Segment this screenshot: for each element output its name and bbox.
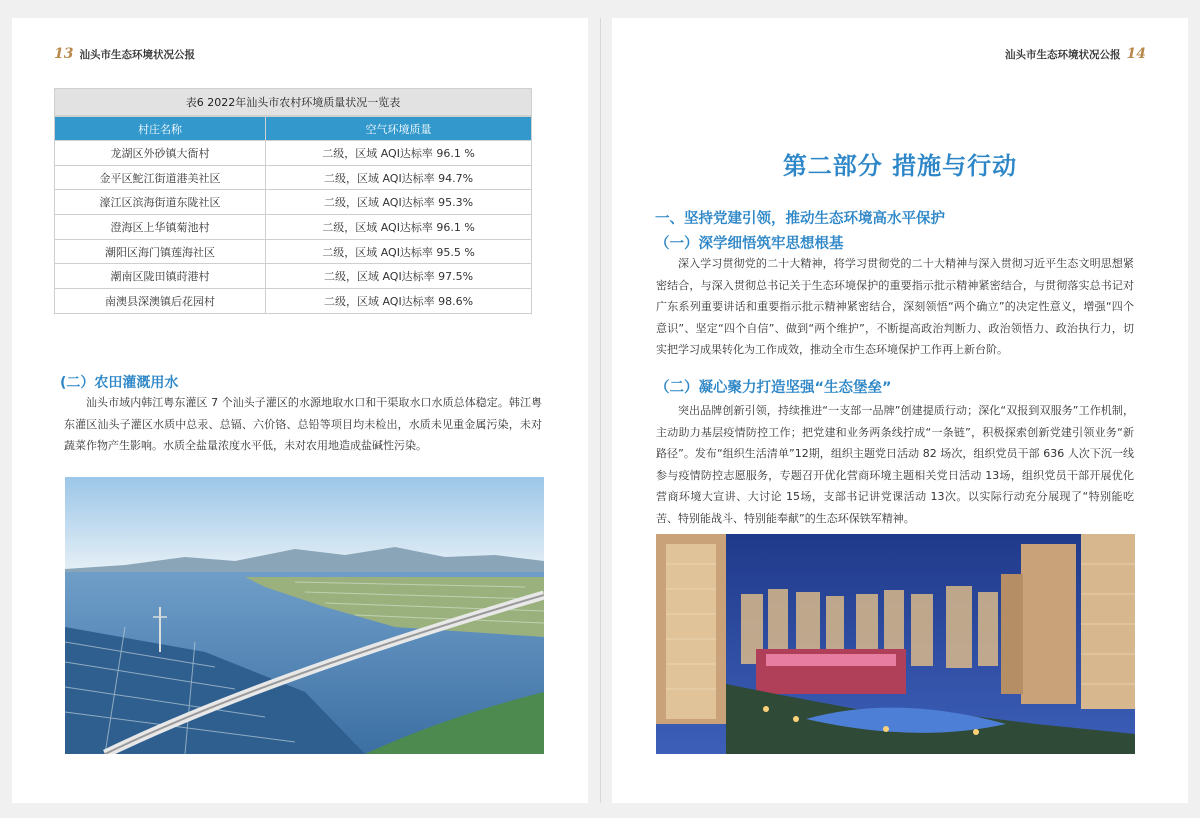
data-table: [54, 116, 532, 314]
air-quality-cell: 二级，区域 AQI达标率 95.3%: [266, 190, 532, 215]
subheading-study: （一）深学细悟筑牢思想根基: [655, 236, 844, 252]
village-name-cell: 潮南区陇田镇莳港村: [55, 264, 266, 289]
column-header: 村庄名称: [55, 117, 266, 141]
irrigation-photo: [65, 477, 544, 754]
air-quality-cell: 二级，区域 AQI达标率 96.1 %: [266, 141, 532, 166]
table-caption: 表6 2022年汕头市农村环境质量状况一览表: [54, 88, 532, 116]
page-number: 14: [1126, 46, 1146, 62]
village-name-cell: 龙湖区外砂镇大衙村: [55, 141, 266, 166]
table-row: [55, 239, 532, 264]
heading-party-leadership: 一、坚持党建引领，推动生态环境高水平保护: [655, 211, 945, 227]
running-title: 汕头市生态环境状况公报: [79, 49, 195, 61]
night-city-photo: [656, 534, 1135, 754]
table-row: [55, 190, 532, 215]
subheading-fortress: （二）凝心聚力打造坚强“生态堡垒”: [655, 380, 892, 396]
left-running-head: [54, 46, 201, 62]
part-title: 第二部分 措施与行动: [782, 152, 1018, 180]
table-row: [55, 264, 532, 289]
table-row: [55, 165, 532, 190]
page-number: 13: [54, 46, 74, 62]
column-header: 空气环境质量: [266, 117, 532, 141]
study-paragraph: 深入学习贯彻党的二十大精神，将学习贯彻党的二十大精神与深入贯彻习近平生态文明思想紧密结合，与深入贯彻总书记关于生态环境保护的重要指示批示精神紧密结合，与贯彻落实总书记对广东系列重要讲话和重要指示批示精神紧密结合，深刻领悟“两个确立”的决定性意义，增强“四个意识”、坚定“四个自信”、做到“两个维护”，不断提高政治判断力、政治领悟力、政治执行力，切实把学习成果转化为工作成效，推动全市生态环境保护工作再上新台阶。: [656, 257, 1134, 356]
table-row: [55, 215, 532, 240]
right-running-head: [999, 46, 1146, 62]
village-name-cell: 濠江区滨海街道东陇社区: [55, 190, 266, 215]
air-quality-cell: 二级，区域 AQI达标率 97.5%: [266, 264, 532, 289]
village-name-cell: 南澳县深澳镇后花园村: [55, 289, 266, 314]
air-quality-cell: 二级，区域 AQI达标率 96.1 %: [266, 215, 532, 240]
air-quality-cell: 二级，区域 AQI达标率 94.7%: [266, 165, 532, 190]
running-title: 汕头市生态环境状况公报: [1005, 49, 1121, 61]
village-name-cell: 澄海区上华镇菊池村: [55, 215, 266, 240]
page-gutter: [600, 18, 601, 803]
air-quality-cell: 二级，区域 AQI达标率 95.5 %: [266, 239, 532, 264]
table-row: [55, 289, 532, 314]
village-name-cell: 金平区鮀江街道港美社区: [55, 165, 266, 190]
air-quality-cell: 二级，区域 AQI达标率 98.6%: [266, 289, 532, 314]
table-row: [55, 141, 532, 166]
irrigation-paragraph: 汕头市域内韩江粤东灌区 7 个汕头子灌区的水源地取水口和干渠取水口水质总体稳定。韩江粤东灌区汕头子灌区水质中总汞、总镉、六价铬、总铅等项目均未检出，水质未见重金属污染，未对蔬菜作物产生影响。水质全盐量浓度水平低，未对农用地造成盐碱性污染。: [64, 396, 542, 452]
table-header-row: [55, 117, 532, 141]
section-title-irrigation: (二）农田灌溉用水: [60, 375, 179, 391]
village-name-cell: 潮阳区海门镇莲海社区: [55, 239, 266, 264]
fortress-paragraph: 突出品牌创新引领，持续推进“一支部一品牌”创建提质行动；深化“双报到双服务”工作机制，主动助力基层疫情防控工作；把党建和业务两条线拧成“一条链”，积极探索创新党建引领业务“新路径”。发布“组织生活清单”12期，组织主题党日活动 82 场次，组织党员干部 636 人次下沉一线参与疫情防控志愿服务，专题召开优化营商环境主题相关党日活动 13场，组织党员干部开展优化营商环境大宣讲、大讨论 15场，支部书记讲党课活动 13次。以实际行动充分展现了“特别能吃苦、特别能战斗、特别能奉献”的生态环保铁军精神。: [656, 404, 1134, 525]
rural-environment-table: [54, 88, 532, 314]
